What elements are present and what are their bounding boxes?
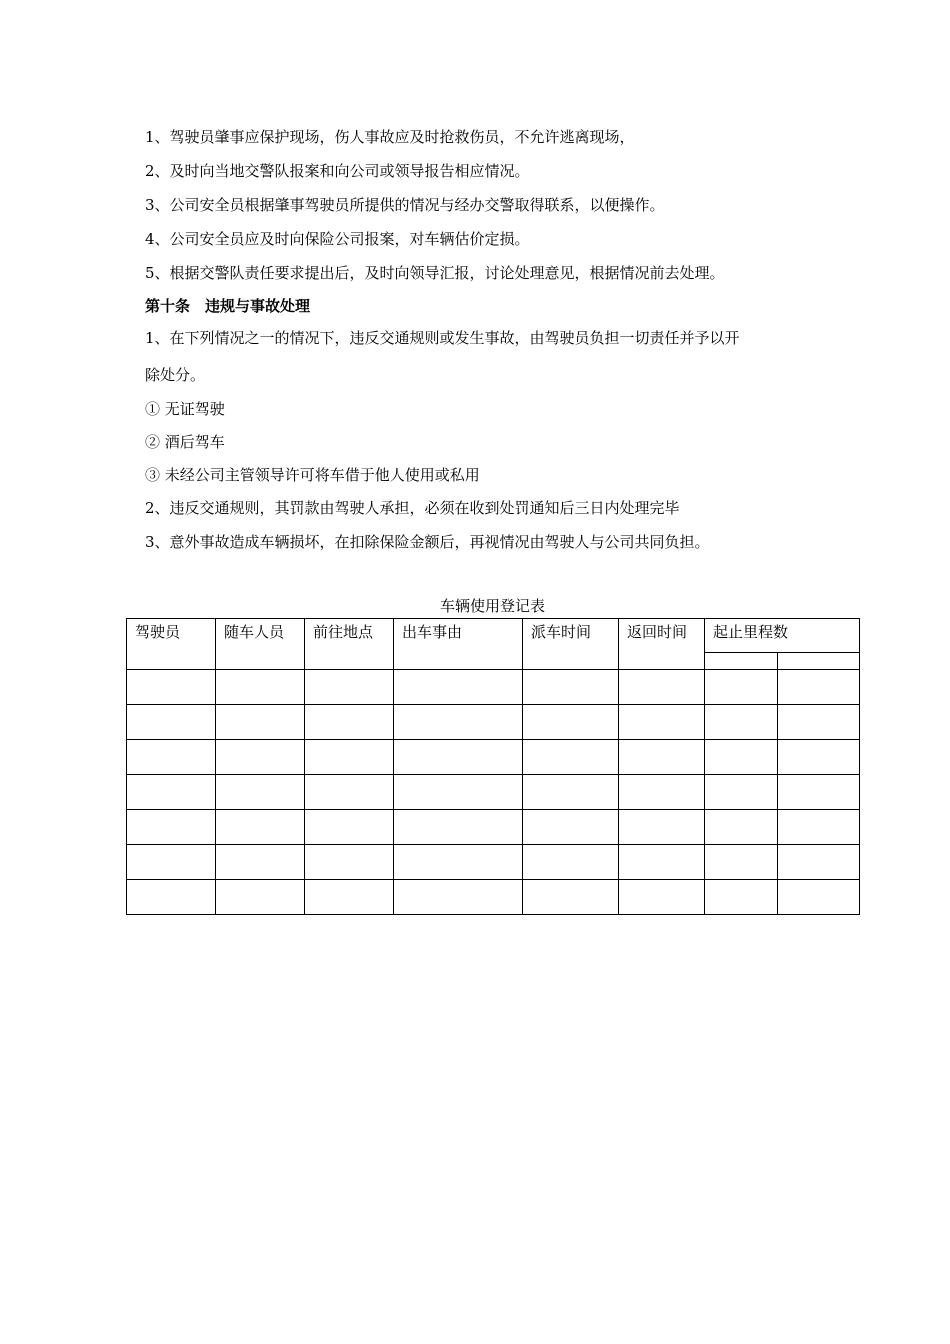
table-cell: [305, 880, 394, 915]
col-header-destination: 前往地点: [305, 619, 394, 670]
col-header-driver: 驾驶员: [127, 619, 216, 670]
violation-unauthorized-lending: ③ 未经公司主管领导许可将车借于他人使用或私用: [145, 466, 480, 484]
table-cell: [127, 845, 216, 880]
table-cell: [305, 845, 394, 880]
table-cell: [127, 670, 216, 705]
table-cell: [305, 810, 394, 845]
table-cell: [127, 740, 216, 775]
table-cell: [778, 845, 860, 880]
col-header-purpose: 出车事由: [394, 619, 523, 670]
table-cell: [778, 740, 860, 775]
table-cell: [523, 880, 619, 915]
table-row: [127, 705, 860, 740]
table-cell: [523, 705, 619, 740]
table-cell: [127, 810, 216, 845]
table-cell: [705, 880, 778, 915]
table-cell: [778, 705, 860, 740]
table-cell: [705, 810, 778, 845]
table-cell: [305, 740, 394, 775]
table-cell: [705, 740, 778, 775]
article-10-heading: 第十条 违规与事故处理: [145, 297, 311, 315]
table-cell: [127, 775, 216, 810]
section-item-1: 1、驾驶员肇事应保护现场，伤人事故应及时抢救伤员，不允许逃离现场，: [145, 128, 635, 146]
violation-no-license: ① 无证驾驶: [145, 400, 225, 418]
article-10-item-3: 3、意外事故造成车辆损坏，在扣除保险金额后，再视情况由驾驶人与公司共同负担。: [145, 533, 710, 551]
table-cell: [778, 880, 860, 915]
table-cell: [394, 810, 523, 845]
table-cell: [619, 705, 705, 740]
table-cell: [216, 775, 305, 810]
col-subheader-mileage-end: [778, 653, 860, 670]
table-cell: [619, 810, 705, 845]
table-cell: [216, 845, 305, 880]
col-header-return-time: 返回时间: [619, 619, 705, 670]
section-item-5: 5、根据交警队责任要求提出后，及时向领导汇报，讨论处理意见，根据情况前去处理。: [145, 264, 725, 282]
table-row: [127, 740, 860, 775]
table-cell: [127, 705, 216, 740]
table-cell: [305, 775, 394, 810]
table-cell: [778, 810, 860, 845]
article-10-item-1: 1、在下列情况之一的情况下，违反交通规则或发生事故，由驾驶员负担一切责任并予以开: [145, 329, 740, 347]
table-row: [127, 775, 860, 810]
table-cell: [127, 880, 216, 915]
table-row: [127, 810, 860, 845]
table-cell: [705, 775, 778, 810]
table-cell: [216, 670, 305, 705]
vehicle-usage-register-table: [126, 618, 860, 915]
table-cell: [619, 775, 705, 810]
section-item-3: 3、公司安全员根据肇事驾驶员所提供的情况与经办交警取得联系，以便操作。: [145, 196, 665, 214]
table-cell: [216, 705, 305, 740]
section-item-4: 4、公司安全员应及时向保险公司报案，对车辆估价定损。: [145, 230, 530, 248]
table-cell: [523, 740, 619, 775]
table-row: [127, 670, 860, 705]
table-cell: [394, 740, 523, 775]
col-header-mileage: 起止里程数: [705, 619, 860, 653]
table-cell: [619, 880, 705, 915]
table-cell: [394, 775, 523, 810]
article-10-item-1-cont: 除处分。: [145, 366, 206, 384]
table-cell: [394, 705, 523, 740]
table-cell: [523, 775, 619, 810]
table-cell: [705, 670, 778, 705]
table-cell: [305, 670, 394, 705]
table-row: [127, 880, 860, 915]
table-cell: [394, 670, 523, 705]
table-cell: [705, 845, 778, 880]
violation-drunk-driving: ② 酒后驾车: [145, 433, 225, 451]
table-cell: [216, 880, 305, 915]
table-cell: [523, 810, 619, 845]
table-cell: [394, 845, 523, 880]
table-cell: [523, 670, 619, 705]
col-subheader-mileage-start: [705, 653, 778, 670]
table-cell: [778, 670, 860, 705]
table-cell: [619, 740, 705, 775]
table-cell: [216, 740, 305, 775]
table-cell: [619, 845, 705, 880]
table-caption: 车辆使用登记表: [439, 597, 545, 615]
table-cell: [394, 880, 523, 915]
table-cell: [305, 705, 394, 740]
table-row: [127, 845, 860, 880]
table-cell: [216, 810, 305, 845]
table-cell: [778, 775, 860, 810]
table-cell: [619, 670, 705, 705]
col-header-dispatch-time: 派车时间: [523, 619, 619, 670]
section-item-2: 2、及时向当地交警队报案和向公司或领导报告相应情况。: [145, 162, 530, 180]
table-cell: [523, 845, 619, 880]
article-10-item-2: 2、违反交通规则，其罚款由驾驶人承担，必须在收到处罚通知后三日内处理完毕: [145, 499, 680, 517]
col-header-passengers: 随车人员: [216, 619, 305, 670]
table-header-row: [127, 619, 860, 653]
table-cell: [705, 705, 778, 740]
